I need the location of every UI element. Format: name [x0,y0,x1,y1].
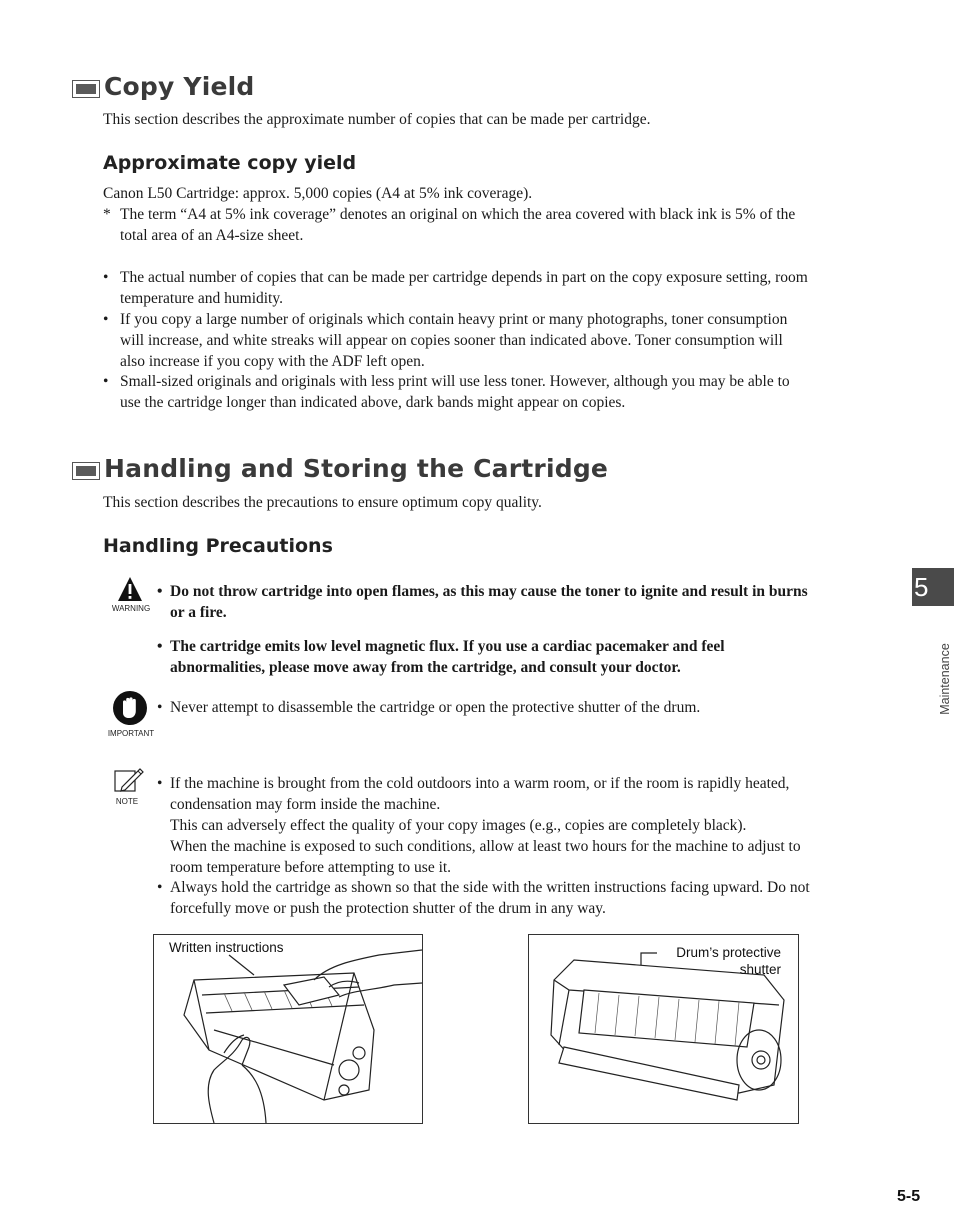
cartridge-yield-line: Canon L50 Cartridge: approx. 5,000 copies (A4 at 5% ink coverage). [103,185,533,202]
yield-bullet-1: • The actual number of copies that can be made per cartridge depends in part on the copy exposure setting, room temperature and humidity. [103,269,808,307]
handling-intro: This section describes the precautions to ensure optimum copy quality. [103,494,542,511]
section-marker-icon [72,462,100,480]
copy-yield-intro: This section describes the approximate number of copies that can be made per cartridge. [103,111,651,128]
chapter-tab: 5 [912,568,954,606]
important-hand-icon [112,690,148,726]
footnote-mark: * [103,206,111,223]
note-item-1: • If the machine is brought from the cold outdoors into a warm room, or if the room is rapidly heated, condensation may form inside the machine. This can adversely effect the quality of your copy images (e.g., copies are completely black). When the machine is exposed to such conditions, allow at least two hours for the machine to adjust to room temperature before attempting to use it. [157,775,801,876]
warning-item-2: • The cartridge emits low level magnetic flux. If you use a cardiac pacemaker and feel abnormalities, please move away from the cartridge, and consult your doctor. [157,638,725,676]
chapter-side-label: Maintenance [938,643,952,715]
drum-shutter-label: Drum’s protective shutter [676,945,781,977]
footnote-text: The term “A4 at 5% ink coverage” denotes an original on which the area covered with black ink is 5% of the total area of an A4-size sheet. [120,206,796,244]
note-label: NOTE [115,797,139,806]
note-pencil-icon [114,766,144,794]
section-title-handling: Handling and Storing the Cartridge [104,454,609,483]
approx-copy-yield-heading: Approximate copy yield [103,152,357,174]
figure-cartridge-held [153,934,423,1124]
important-label: IMPORTANT [107,729,155,738]
warning-item-1: • Do not throw cartridge into open flames, as this may cause the toner to ignite and result in burns or a fire. [157,583,808,621]
page-number: 5-5 [897,1188,921,1205]
section-title-copy-yield: Copy Yield [104,72,255,101]
cartridge-held-illustration [154,935,422,1123]
warning-icon [117,576,143,602]
yield-bullet-2: • If you copy a large number of originals which contain heavy print or many photographs, toner consumption will increase, and white streaks will appear on copies sooner than indicated above. Toner consumption will also increase if you copy with the ADF left open. [103,311,788,370]
figure-drum-shutter [528,934,799,1124]
handling-precautions-heading: Handling Precautions [103,535,333,557]
yield-bullet-3: • Small-sized originals and originals with less print will use less toner. However, although you may be able to use the cartridge longer than indicated above, dark bands might appear on copies. [103,373,790,411]
important-item: • Never attempt to disassemble the cartridge or open the protective shutter of the drum. [157,699,701,716]
written-instructions-label: Written instructions [169,940,284,955]
note-item-2: • Always hold the cartridge as shown so that the side with the written instructions facing upward. Do not forcefully move or push the protection shutter of the drum in any way. [157,879,810,917]
warning-label: WARNING [111,604,151,613]
section-marker-icon [72,80,100,98]
